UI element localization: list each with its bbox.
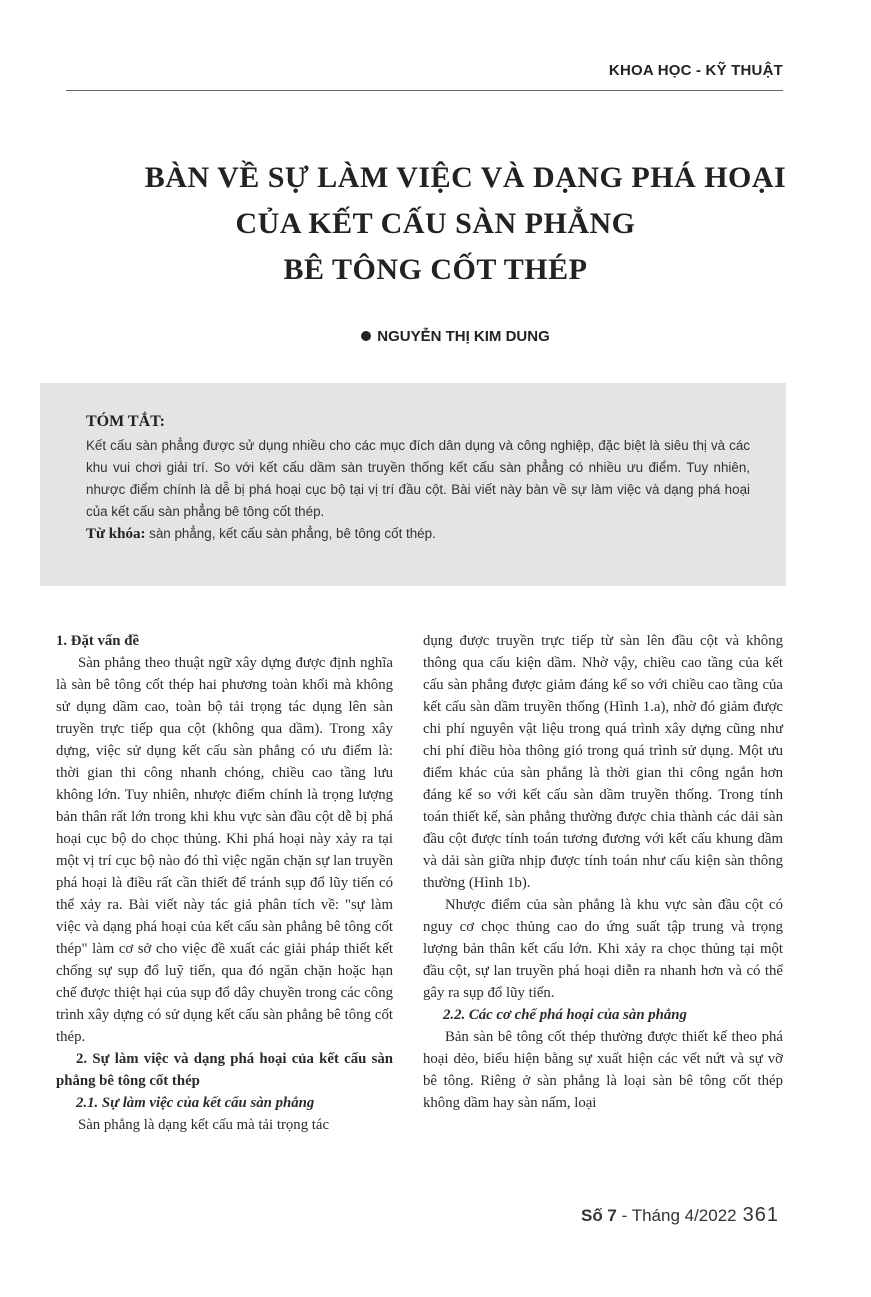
right-paragraph-3: Bản sàn bê tông cốt thép thường được thiết kế theo phá hoại dẻo, biểu hiện bằng sự xuất hiện các vết nứt và sự vỡ bê tông. Riêng ở sàn phẳng là loại sàn bê tông cốt thép không dầm hay sàn nấm, loại: [423, 1029, 783, 1111]
abstract-box: [40, 383, 786, 586]
right-paragraph-2: Nhược điểm của sàn phẳng là khu vực sàn đầu cột có nguy cơ chọc thủng cao do ứng suất tập trung và trọng lượng bản thân kết cấu lớn. Khi xảy ra chọc thủng tại một đầu cột, sự lan truyền phá hoại diễn ra nhanh hơn và có thể gây ra sụp đổ lũy tiến.: [423, 897, 783, 1001]
issue-number: Số 7: [580, 1206, 617, 1225]
page-number: 361: [742, 1204, 779, 1226]
keywords: [86, 523, 750, 545]
author-line: [0, 328, 871, 345]
section-1-paragraph: Sàn phẳng theo thuật ngữ xây dựng được định nghĩa là sàn bê tông cốt thép hai phương toàn khối mà không sử dụng dầm cao, toàn bộ tải trọng tác dụng lên sàn truyền trực tiếp qua cột (không qua dầm). Trong xây dựng, việc sử dụng kết cấu sàn phẳng có ưu điểm là: thời gian thi công nhanh chóng, chiều cao tầng lưu không lớn. Tuy nhiên, nhược điểm chính là trọng lượng bản thân rất lớn trong khi khu vực sàn đầu cột dễ bị phá hoại cục bộ do chọc thủng. Khi phá hoại này xảy ra tại một vị trí cục bộ nào đó thì việc ngăn chặn sự lan truyền phá hoại là điều rất cần thiết để tránh sụp đổ lũy tiến có thể xảy ra. Bài viết này tác giả phân tích về: "sự làm việc và dạng phá hoại của kết cấu sàn phẳng bê tông cốt thép" làm cơ sở cho việc đề xuất các giải pháp thiết kết chống sự sụp đổ luỹ tiến, qua đó ngăn chặn hoặc hạn chế được thiệt hại của sụp đổ dây chuyền trong các công trình xây dựng có sử dụng kết cấu sàn phẳng bê tông cốt thép.: [56, 655, 393, 1045]
title-line-3: BÊ TÔNG CỐT THÉP: [283, 253, 588, 286]
keywords-label: Từ khóa:: [86, 526, 146, 542]
section-2-1-heading: 2.1. Sự làm việc của kết cấu sàn phẳng: [76, 1095, 315, 1111]
abstract-text: Kết cấu sàn phẳng được sử dụng nhiều cho các mục đích dân dụng và công nghiệp, đặc biệt là siêu thị và các khu vui chơi giải trí. So với kết cấu dầm sàn truyền thống kết cấu sàn phẳng có nhiều ưu điểm. Tuy nhiên, nhược điểm chính là dễ bị phá hoại cục bộ tại vị trí đầu cột. Bài viết này bàn về sự làm việc và dạng phá hoại của kết cấu sàn phẳng bê tông cốt thép.: [86, 438, 750, 519]
right-paragraph-1: dụng được truyền trực tiếp từ sàn lên đầu cột và không thông qua cấu kiện dầm. Nhờ vậy, chiều cao tầng của kết cấu sàn phẳng được giảm đáng kể so với chiều cao tầng của kết cấu sàn dầm truyền thống (Hình 1.a), nhờ đó giảm được chi phí nguyên vật liệu trong quá trình xây dựng cũng như chi phí điều hòa thông gió trong quá trình sử dụng. Một ưu điểm khác của sàn phẳng là thời gian thi công ngắn hơn đáng kể so với kết cấu sàn dầm truyền thống. Trong tính toán thiết kế, sàn phẳng thường được chia thành các dải sàn đầu cột được tính toán tương đương với kết cấu khung dầm và dải sàn giữa nhịp được tính toán như cấu kiện sàn thông thường (Hình 1b).: [423, 633, 783, 891]
section-1-heading: 1. Đặt vấn đề: [56, 633, 140, 649]
section-2-2-heading: 2.2. Các cơ chế phá hoại của sàn phẳng: [443, 1007, 687, 1023]
title-line-1: BÀN VỀ SỰ LÀM VIỆC VÀ DẠNG PHÁ HOẠI: [144, 161, 787, 194]
article-title: [0, 155, 871, 293]
bullet-icon: [361, 331, 371, 341]
section-2-1-paragraph: Sàn phẳng là dạng kết cấu mà tải trọng tác: [78, 1117, 330, 1133]
title-line-2: CỦA KẾT CẤU SÀN PHẲNG: [235, 207, 636, 240]
right-column: [423, 630, 783, 1114]
left-column: [56, 630, 393, 1136]
issue-date: - Tháng 4/2022: [616, 1206, 737, 1225]
author-name: NGUYỄN THỊ KIM DUNG: [377, 328, 550, 345]
header-rule: [66, 90, 783, 91]
page-footer: [581, 1204, 779, 1227]
abstract-heading: TÓM TẮT:: [86, 413, 165, 430]
keywords-text: sàn phẳng, kết cấu sàn phẳng, bê tông cốt thép.: [145, 526, 436, 541]
section-tag: KHOA HỌC - KỸ THUẬT: [608, 62, 783, 79]
section-2-heading: 2. Sự làm việc và dạng phá hoại của kết cấu sàn phẳng bê tông cốt thép: [56, 1051, 393, 1089]
